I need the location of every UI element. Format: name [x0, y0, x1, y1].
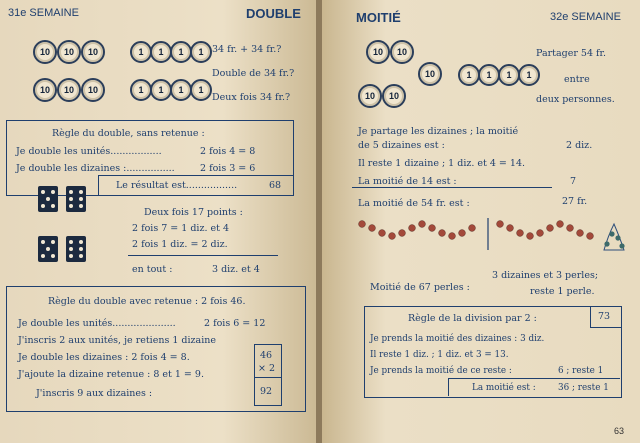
coin-10-icon: 10: [366, 40, 390, 64]
left-page: [0, 0, 318, 443]
coin-10-icon: 10: [57, 40, 81, 64]
coin-1-icon: 1: [170, 79, 192, 101]
coin-1-icon: 1: [498, 64, 520, 86]
rule-double-calc1: 2 fois 4 = 8: [200, 146, 256, 157]
die-icon: [66, 186, 86, 212]
half-value2: 7: [570, 176, 577, 187]
rule-division-line2: Il reste 1 diz. ; 1 diz. et 3 = 13.: [370, 350, 509, 360]
rule-division-value3: 6 ; reste 1: [558, 366, 604, 376]
divider: [128, 255, 278, 256]
half-line4: La moitié de 14 est :: [358, 176, 457, 187]
operation-multiplier: × 2: [258, 363, 276, 374]
beads-answer1: 3 dizaines et 3 perles;: [492, 270, 599, 281]
coin-1-icon: 1: [130, 79, 152, 101]
rule-division-line1: Je prends la moitié des dizaines : 3 diz.: [370, 334, 545, 344]
rule-double-calc2: 2 fois 3 = 6: [200, 163, 256, 174]
divider: [448, 378, 449, 396]
rule-double-title: Règle du double, sans retenue :: [52, 128, 205, 139]
rule-carry-line3: Je double les dizaines : 2 fois 4 = 8.: [18, 352, 190, 363]
coin-10-icon: 10: [382, 84, 406, 108]
die-icon: [66, 236, 86, 262]
beads-answer2: reste 1 perle.: [530, 286, 595, 297]
coin-1-icon: 1: [150, 41, 172, 63]
rule-carry-line4: J'ajoute la dizaine retenue : 8 et 1 = 9.: [18, 369, 204, 380]
coin-1-icon: 1: [150, 79, 172, 101]
dice-total: 3 diz. et 4: [212, 264, 260, 275]
die-icon: [38, 236, 58, 262]
coin-1-icon: 1: [170, 41, 192, 63]
question-twice: Deux fois 34 fr.?: [212, 92, 291, 103]
coin-1-icon: 1: [518, 64, 540, 86]
half-line1: Je partage les dizaines ; la moitié: [358, 126, 519, 137]
question-sum: 34 fr. + 34 fr.?: [212, 44, 282, 55]
half-line2: de 5 dizaines est :: [358, 140, 445, 151]
rule-division-result: 36 ; reste 1: [558, 383, 609, 393]
operation-result: 92: [260, 386, 273, 397]
left-page-title: DOUBLE: [246, 6, 301, 21]
question-share: Partager 54 fr.: [536, 48, 607, 59]
coin-10-icon: 10: [33, 40, 57, 64]
rule-carry-line1: Je double les unités.....................: [18, 318, 176, 329]
divider: [98, 175, 99, 195]
coin-1-icon: 1: [478, 64, 500, 86]
rule-division-line3: Je prends la moitié de ce reste :: [370, 366, 512, 376]
rule-carry-line2: J'inscris 2 aux unités, je retiens 1 dizaine: [18, 335, 216, 346]
coin-10-icon: 10: [57, 78, 81, 102]
beads-illustration: [352, 216, 632, 256]
beads-question: Moitié de 67 perles :: [370, 282, 470, 293]
coin-1-icon: 1: [190, 41, 212, 63]
coin-10-icon: 10: [418, 62, 442, 86]
rule-carry-line5: J'inscris 9 aux dizaines :: [36, 388, 153, 399]
left-week-header: 31e SEMAINE: [8, 7, 79, 19]
coin-1-icon: 1: [190, 79, 212, 101]
dice-title: Deux fois 17 points :: [144, 207, 243, 218]
dice-line1: 2 fois 7 = 1 diz. et 4: [132, 223, 230, 234]
coin-10-icon: 10: [81, 78, 105, 102]
operation-dividend: 73: [598, 311, 611, 322]
rule-double-result-label: Le résultat est.................: [116, 180, 238, 191]
divider: [352, 187, 552, 188]
rule-carry-calc1: 2 fois 6 = 12: [204, 318, 266, 329]
divider: [98, 175, 293, 176]
coin-10-icon: 10: [33, 78, 57, 102]
rule-division-result-label: La moitié est :: [472, 383, 536, 393]
rule-double-line1: Je double les unités.................: [16, 146, 162, 157]
coin-10-icon: 10: [358, 84, 382, 108]
question-double: Double de 34 fr.?: [212, 68, 295, 79]
coin-1-icon: 1: [130, 41, 152, 63]
operation-top: 46: [260, 350, 273, 361]
rule-double-result: 68: [269, 180, 282, 191]
question-persons: deux personnes.: [536, 94, 615, 105]
dice-line2: 2 fois 1 diz. = 2 diz.: [132, 239, 228, 250]
rule-carry-title: Règle du double avec retenue : 2 fois 46.: [48, 296, 246, 307]
divider: [448, 378, 620, 379]
half-value1: 2 diz.: [566, 140, 593, 151]
half-line3: Il reste 1 dizaine ; 1 diz. et 4 = 14.: [358, 158, 526, 169]
coin-10-icon: 10: [390, 40, 414, 64]
question-between: entre: [564, 74, 590, 85]
right-week-header: 32e SEMAINE: [550, 11, 621, 23]
coin-10-icon: 10: [81, 40, 105, 64]
dice-total-label: en tout :: [132, 264, 173, 275]
rule-double-line2: Je double les dizaines :................: [16, 163, 175, 174]
right-page: [322, 0, 640, 443]
page-number: 63: [614, 426, 625, 436]
half-result: 27 fr.: [562, 196, 588, 207]
divider: [254, 377, 281, 378]
right-page-title: MOITIÉ: [356, 10, 401, 25]
rule-division-title: Règle de la division par 2 :: [408, 313, 537, 324]
half-line5: La moitié de 54 fr. est :: [358, 198, 470, 209]
coin-1-icon: 1: [458, 64, 480, 86]
die-icon: [38, 186, 58, 212]
